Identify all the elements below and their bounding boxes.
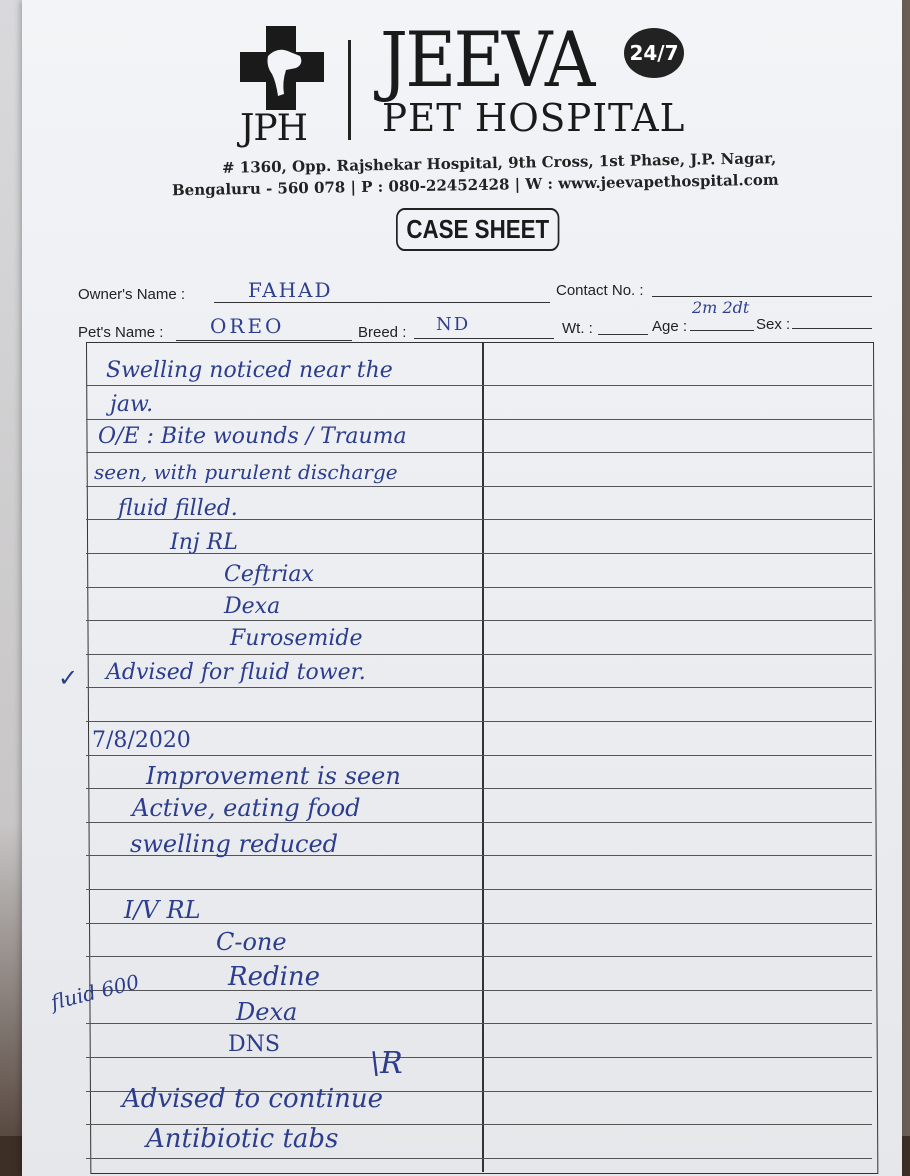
owner-name-line: [214, 302, 550, 303]
ruled-line: [86, 486, 872, 487]
note-line: I/V RL: [124, 896, 201, 924]
note-line: Redine: [228, 962, 321, 992]
table-column-divider: [482, 342, 484, 1172]
ruled-line: [86, 587, 872, 588]
ruled-line: [86, 654, 872, 655]
rx-mark: \R: [370, 1046, 403, 1081]
weight-label: Wt. :: [562, 320, 593, 337]
weight-line: [598, 334, 648, 335]
note-line: jaw.: [110, 392, 154, 417]
breed-label: Breed :: [358, 324, 407, 341]
logo-text: JPH: [240, 108, 308, 149]
address-line-1: # 1360, Opp. Rajshekar Hospital, 9th Cross, 1st Phase, J.P. Nagar,: [221, 149, 777, 177]
note-line: Inj RL: [170, 530, 238, 555]
owner-name-label: Owner's Name :: [78, 286, 186, 303]
badge-247: 24/7: [624, 28, 684, 78]
sex-line: [792, 328, 872, 329]
ruled-line: [86, 1158, 872, 1159]
header-divider: [348, 40, 351, 140]
pet-name-label: Pet's Name :: [78, 324, 164, 341]
note-line: Dexa: [224, 594, 281, 619]
note-line: C-one: [216, 928, 287, 956]
note-line: Antibiotic tabs: [146, 1124, 339, 1154]
ruled-line: [86, 755, 872, 756]
ruled-line: [86, 923, 872, 924]
ruled-line: [86, 419, 872, 420]
brand-name: JEEVA: [380, 15, 593, 104]
ruled-line: [86, 452, 872, 453]
age-line: [690, 330, 754, 331]
note-line: Improvement is seen: [146, 762, 401, 790]
note-line: Furosemide: [230, 626, 363, 651]
owner-name-value: FAHAD: [248, 278, 333, 302]
sex-label: Sex :: [756, 316, 791, 333]
note-line: Active, eating food: [132, 794, 361, 822]
ruled-line: [86, 687, 872, 688]
pet-name-value: OREO: [210, 314, 285, 338]
form-title: CASE SHEET: [396, 208, 560, 251]
check-mark-icon: ✓: [58, 664, 79, 692]
note-line: Dexa: [236, 998, 298, 1026]
breed-value: ND: [436, 314, 471, 335]
note-line: Advised for fluid tower.: [106, 660, 366, 685]
address-line-2: Bengaluru - 560 078 | P : 080-22452428 | W : www.jeevapethospital.com: [171, 170, 779, 200]
breed-line: [414, 338, 554, 339]
margin-note-fluid: fluid 600: [48, 969, 142, 1015]
ruled-line: [86, 385, 872, 386]
note-date: 7/8/2020: [92, 728, 191, 753]
ruled-line: [86, 822, 872, 823]
hospital-name: PET HOSPITAL: [382, 96, 686, 140]
age-value: 2m 2dt: [692, 298, 750, 317]
contact-label: Contact No. :: [556, 282, 644, 299]
note-line: O/E : Bite wounds / Trauma: [98, 424, 407, 449]
contact-line: [652, 296, 872, 297]
ruled-line: [86, 1057, 872, 1058]
ruled-line: [86, 889, 872, 890]
ruled-line: [86, 956, 872, 957]
ruled-line: [86, 620, 872, 621]
ruled-line: [86, 721, 872, 722]
age-label: Age :: [652, 318, 688, 335]
note-line: fluid filled.: [118, 496, 238, 521]
note-line: Ceftriax: [224, 562, 314, 587]
note-line: Swelling noticed near the: [106, 358, 393, 383]
pet-name-line: [176, 340, 352, 341]
note-line: Advised to continue: [122, 1084, 384, 1114]
ruled-line: [86, 990, 872, 991]
note-line: seen, with purulent discharge: [94, 460, 398, 484]
ruled-line: [86, 1023, 872, 1024]
note-line: swelling reduced: [130, 830, 339, 858]
note-line: DNS: [228, 1032, 280, 1057]
